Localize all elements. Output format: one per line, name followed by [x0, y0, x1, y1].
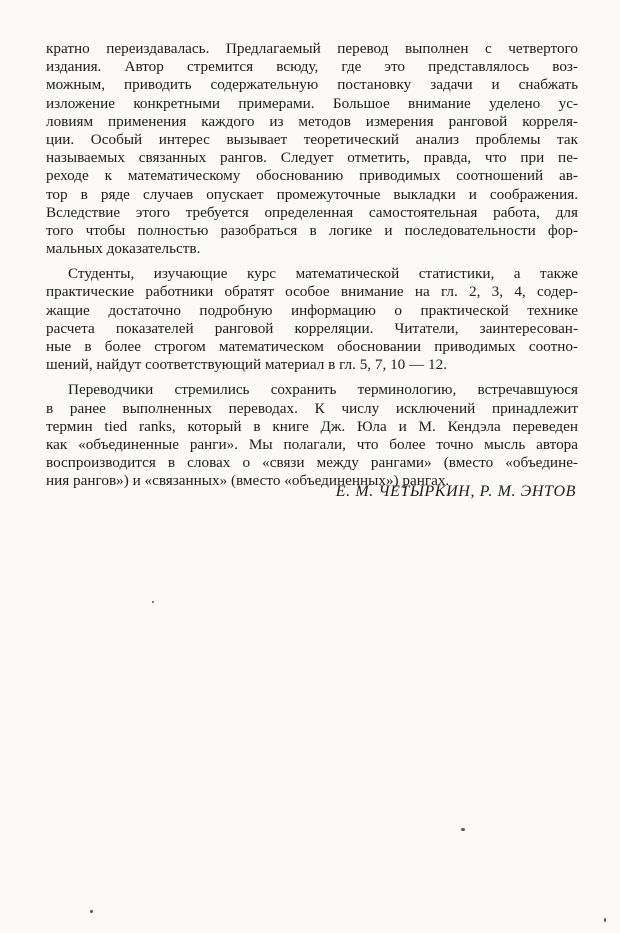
- text-line: воспроизводится в словах о «связи между рангами» (вместо «объедине-: [46, 454, 578, 472]
- scan-speck: [461, 828, 465, 831]
- scan-speck: [604, 918, 606, 922]
- text-line: называемых связанных рангов. Следует отметить, правда, что при пе-: [46, 149, 578, 167]
- text-line: в ранее выполненных переводах. К числу исключений принадлежит: [46, 399, 578, 417]
- text-line: Переводчики стремились сохранить терминологию, встречавшуюся: [68, 381, 578, 399]
- paragraph-3: [46, 381, 578, 490]
- text-line: жащие достаточно подробную информацию о практической технике: [46, 301, 578, 319]
- text-line: мальных доказательств.: [46, 240, 201, 258]
- text-line: ловиям применения каждого из методов измерения ранговой корреля-: [46, 112, 578, 130]
- scan-speck: [90, 910, 93, 913]
- text-line: расчета показателей ранговой корреляции. Читатели, заинтересован-: [46, 319, 578, 337]
- text-line: как «объединенные ранги». Мы полагали, что более точно мысль автора: [46, 435, 578, 453]
- text-line: шений, найдут соответствующий материал в гл. 5, 7, 10 — 12.: [46, 356, 448, 374]
- text-line: практические работники обратят особое внимание на гл. 2, 3, 4, содер-: [46, 283, 578, 301]
- text-line: того чтобы полностью разобраться в логике и последовательности фор-: [46, 221, 578, 239]
- paragraph-gap: [46, 258, 578, 265]
- text-line: Студенты, изучающие курс математической статистики, а также: [68, 265, 578, 283]
- text-line: изложение конкретными примерами. Большое внимание уделено ус-: [46, 94, 578, 112]
- text-line: термин tied ranks, который в книге Дж. Юла и М. Кендэла переведен: [46, 417, 578, 435]
- document-body: [46, 40, 578, 491]
- text-line: ции. Особый интерес вызывает теоретический анализ проблемы так: [46, 130, 578, 148]
- text-line: тор в ряде случаев опускает промежуточные выкладки и соображения.: [46, 185, 578, 203]
- text-line: издания. Автор стремится всюду, где это представлялось воз-: [46, 58, 578, 76]
- text-line: реходе к математическому обоснованию приводимых соотношений ав-: [46, 167, 578, 185]
- scan-speck: [152, 601, 154, 603]
- paragraph-gap: [46, 374, 578, 381]
- paragraph-1: [46, 40, 578, 258]
- translators-signature: Е. М. ЧЕТЫРКИН, Р. М. ЭНТОВ: [335, 483, 576, 500]
- text-line: Вследствие этого требуется определенная самостоятельная работа, для: [46, 203, 578, 221]
- text-line: ния рангов») и «связанных» (вместо «объединенных») рангах.: [46, 472, 450, 490]
- text-line: можным, приводить содержательную постановку задачи и снабжать: [46, 76, 578, 94]
- paragraph-2: [46, 265, 578, 374]
- text-line: ные в более строгом математическом обосновании приводимых соотно-: [46, 338, 578, 355]
- text-line: кратно переиздавалась. Предлагаемый перевод выполнен с четвертого: [46, 40, 578, 57]
